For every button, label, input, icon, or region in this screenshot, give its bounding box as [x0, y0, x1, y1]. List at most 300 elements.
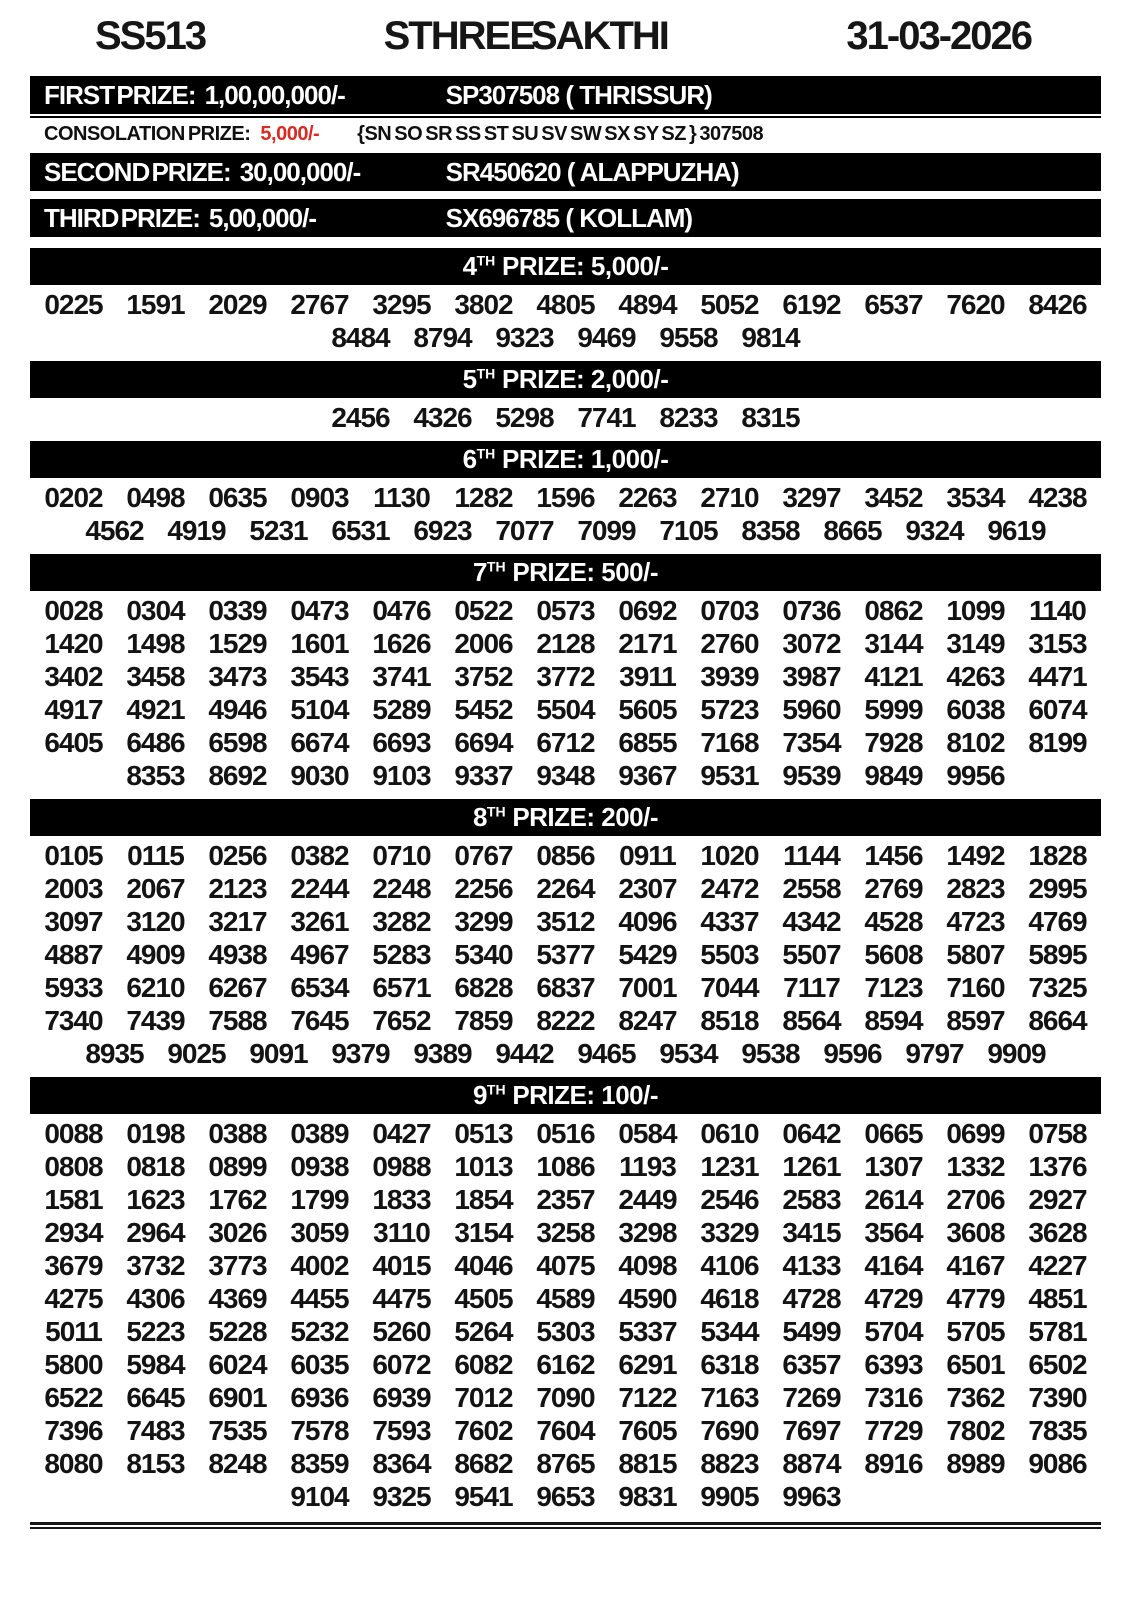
winning-number: 2710 — [700, 482, 759, 513]
winning-number: 5232 — [290, 1316, 349, 1347]
prize-ordinal-suffix: TH — [476, 445, 496, 462]
winning-number: 7090 — [536, 1382, 595, 1413]
winning-number: 2934 — [44, 1217, 103, 1248]
winning-number: 2248 — [372, 873, 431, 904]
winning-number: 4275 — [44, 1283, 103, 1314]
winning-number: 6712 — [536, 727, 595, 758]
winning-number: 2456 — [331, 402, 390, 433]
winning-number: 3217 — [208, 906, 267, 937]
winning-number: 9956 — [946, 760, 1005, 791]
winning-number: 9909 — [987, 1038, 1046, 1069]
winning-number: 5289 — [372, 694, 431, 725]
winning-number: 6571 — [372, 972, 431, 1003]
winning-number: 5704 — [864, 1316, 923, 1347]
winning-number: 8935 — [85, 1038, 144, 1069]
winning-number: 0703 — [700, 595, 759, 626]
spacer — [30, 191, 1101, 199]
winning-number: 5337 — [618, 1316, 677, 1347]
winning-number: 5344 — [700, 1316, 759, 1347]
winning-number: 0389 — [290, 1118, 349, 1149]
winning-number: 9389 — [413, 1038, 472, 1069]
winning-number: 5499 — [782, 1316, 841, 1347]
winning-number: 6318 — [700, 1349, 759, 1380]
prize-title-text: PRIZE: 200/- — [505, 802, 659, 832]
winning-number: 0938 — [290, 1151, 349, 1182]
winning-number: 9025 — [167, 1038, 226, 1069]
winning-number: 1456 — [864, 840, 923, 871]
winning-number: 8597 — [946, 1005, 1005, 1036]
winning-number: 4475 — [372, 1283, 431, 1314]
winning-number: 9465 — [577, 1038, 636, 1069]
winning-number: 1623 — [126, 1184, 185, 1215]
prize-ordinal: 5 — [462, 364, 477, 394]
winning-number: 6162 — [536, 1349, 595, 1380]
winning-number: 5723 — [700, 694, 759, 725]
winning-number: 6694 — [454, 727, 513, 758]
winning-number: 4729 — [864, 1283, 923, 1314]
winning-number: 2003 — [44, 873, 103, 904]
winning-number: 0382 — [290, 840, 349, 871]
winning-number: 0767 — [454, 840, 513, 871]
winning-number: 7802 — [946, 1415, 1005, 1446]
winning-number: 4921 — [126, 694, 185, 725]
winning-number: 1020 — [700, 840, 759, 871]
consolation-series-list: {SN SO SR SS ST SU SV SW SX SY SZ } 307508 — [357, 123, 764, 145]
winning-number: 2472 — [700, 873, 759, 904]
winning-number: 5999 — [864, 694, 923, 725]
winning-number: 6082 — [454, 1349, 513, 1380]
winning-number: 0610 — [700, 1118, 759, 1149]
winning-number: 4728 — [782, 1283, 841, 1314]
winning-number: 3608 — [946, 1217, 1005, 1248]
winning-number: 5303 — [536, 1316, 595, 1347]
winning-number: 9541 — [454, 1481, 513, 1512]
winning-number: 1498 — [126, 628, 185, 659]
prize-ordinal: 7 — [472, 557, 487, 587]
winning-ticket: SX696785 ( KOLLAM) — [445, 202, 693, 233]
winning-number: 2769 — [864, 873, 923, 904]
winning-number: 0256 — [208, 840, 267, 871]
winning-number: 3458 — [126, 661, 185, 692]
winning-number: 4342 — [782, 906, 841, 937]
winning-ticket: SP307508 ( THRISSUR) — [445, 79, 712, 110]
winning-number: 5507 — [782, 939, 841, 970]
winning-number: 5800 — [44, 1349, 103, 1380]
results-body — [30, 76, 1101, 1529]
winning-number: 1086 — [536, 1151, 595, 1182]
winning-number: 0202 — [44, 482, 103, 513]
winning-number: 2767 — [290, 289, 349, 320]
prize-section-6th — [30, 441, 1101, 549]
winning-number: 2546 — [700, 1184, 759, 1215]
winning-number: 4887 — [44, 939, 103, 970]
winning-number: 8989 — [946, 1448, 1005, 1479]
winning-number: 5705 — [946, 1316, 1005, 1347]
winning-number: 5264 — [454, 1316, 513, 1347]
winning-number: 4589 — [536, 1283, 595, 1314]
winning-number: 9442 — [495, 1038, 554, 1069]
winning-number: 7729 — [864, 1415, 923, 1446]
winning-number: 9797 — [905, 1038, 964, 1069]
winning-number: 7077 — [495, 515, 554, 546]
winning-number: 7483 — [126, 1415, 185, 1446]
winning-number: 7340 — [44, 1005, 103, 1036]
winning-number: 7117 — [783, 972, 840, 1003]
spacer — [30, 237, 1101, 243]
winning-number: 3110 — [373, 1217, 430, 1248]
winning-number: 7001 — [618, 972, 677, 1003]
winning-number: 6502 — [1028, 1349, 1087, 1380]
winning-number: 0808 — [44, 1151, 103, 1182]
winning-number: 7123 — [864, 972, 923, 1003]
winning-number: 4618 — [700, 1283, 759, 1314]
winning-number: 4909 — [126, 939, 185, 970]
winning-numbers-grid — [30, 593, 1101, 794]
winning-number: 8364 — [372, 1448, 431, 1479]
winning-number: 4337 — [700, 906, 759, 937]
winning-number: 2029 — [208, 289, 267, 320]
winning-number: 8682 — [454, 1448, 513, 1479]
winning-number: 8102 — [946, 727, 1005, 758]
winning-number: 8426 — [1028, 289, 1087, 320]
prize-amount: 30,00,000/- — [239, 156, 361, 187]
winning-number: 6531 — [331, 515, 390, 546]
winning-number: 3154 — [454, 1217, 513, 1248]
winning-number: 8916 — [864, 1448, 923, 1479]
winning-number: 3258 — [536, 1217, 595, 1248]
winning-number: 3802 — [454, 289, 513, 320]
winning-number: 7690 — [700, 1415, 759, 1446]
winning-number: 0388 — [208, 1118, 267, 1149]
winning-number: 4326 — [413, 402, 472, 433]
winning-number: 3987 — [782, 661, 841, 692]
winning-number: 6024 — [208, 1349, 267, 1380]
winning-number: 0635 — [208, 482, 267, 513]
winning-number: 3299 — [454, 906, 513, 937]
winning-number: 0225 — [44, 289, 103, 320]
winning-number: 4919 — [167, 515, 226, 546]
winning-numbers-grid — [30, 400, 1101, 436]
winning-number: 8248 — [208, 1448, 267, 1479]
second-prize-row — [30, 153, 1101, 191]
winning-number: 1833 — [372, 1184, 431, 1215]
winning-number: 5781 — [1028, 1316, 1087, 1347]
winning-number: 4471 — [1028, 661, 1087, 692]
winning-number: 1591 — [126, 289, 185, 320]
winning-number: 6192 — [782, 289, 841, 320]
winning-number: 3564 — [864, 1217, 923, 1248]
winning-number: 9538 — [741, 1038, 800, 1069]
winning-number: 5807 — [946, 939, 1005, 970]
winning-number: 3773 — [208, 1250, 267, 1281]
title-bar — [0, 0, 1131, 76]
winning-number: 7044 — [700, 972, 759, 1003]
winning-number: 5608 — [864, 939, 923, 970]
winning-ticket: SR450620 ( ALAPPUZHA) — [445, 156, 739, 187]
winning-number: 5283 — [372, 939, 431, 970]
winning-number: 7652 — [372, 1005, 431, 1036]
winning-number: 1140 — [1029, 595, 1086, 626]
winning-number: 4505 — [454, 1283, 513, 1314]
winning-number: 2558 — [782, 873, 841, 904]
winning-number: 3297 — [782, 482, 841, 513]
winning-number: 3329 — [700, 1217, 759, 1248]
winning-number: 1193 — [619, 1151, 676, 1182]
winning-number: 0692 — [618, 595, 677, 626]
prize-section-4th — [30, 248, 1101, 356]
prize-ordinal-suffix: TH — [476, 252, 496, 269]
winning-number: 4779 — [946, 1283, 1005, 1314]
winning-number: 6645 — [126, 1382, 185, 1413]
prize-ordinal-suffix: TH — [476, 365, 496, 382]
winning-number: 2927 — [1028, 1184, 1087, 1215]
winning-number: 4369 — [208, 1283, 267, 1314]
winning-number: 8518 — [700, 1005, 759, 1036]
winning-number: 6855 — [618, 727, 677, 758]
winning-number: 2244 — [290, 873, 349, 904]
winning-number: 5503 — [700, 939, 759, 970]
winning-number: 9337 — [454, 760, 513, 791]
winning-number: 6486 — [126, 727, 185, 758]
winning-number: 4455 — [290, 1283, 349, 1314]
winning-number: 3144 — [864, 628, 923, 659]
winning-number: 1144 — [783, 840, 840, 871]
winning-number: 8353 — [126, 760, 185, 791]
winning-number: 3911 — [619, 661, 676, 692]
winning-number: 8358 — [741, 515, 800, 546]
winning-number: 0427 — [372, 1118, 431, 1149]
winning-number: 7325 — [1028, 972, 1087, 1003]
winning-number: 0856 — [536, 840, 595, 871]
winning-number: 4805 — [536, 289, 595, 320]
winning-number: 9091 — [249, 1038, 308, 1069]
winning-number: 9963 — [782, 1481, 841, 1512]
prize-amount: 5,000/- — [260, 123, 320, 145]
winning-number: 3534 — [946, 482, 1005, 513]
winning-number: 7160 — [946, 972, 1005, 1003]
winning-number: 0473 — [290, 595, 349, 626]
winning-number: 4015 — [372, 1250, 431, 1281]
prize-section-title — [30, 1077, 1101, 1114]
draw-code: SS513 — [95, 14, 206, 58]
winning-number: 5377 — [536, 939, 595, 970]
winning-number: 5452 — [454, 694, 513, 725]
winning-number: 2614 — [864, 1184, 923, 1215]
winning-number: 9324 — [905, 515, 964, 546]
winning-number: 9831 — [618, 1481, 677, 1512]
winning-number: 6936 — [290, 1382, 349, 1413]
winning-number: 3939 — [700, 661, 759, 692]
winning-number: 5298 — [495, 402, 554, 433]
winning-number: 7316 — [864, 1382, 923, 1413]
prize-title-text: PRIZE: 100/- — [505, 1080, 659, 1110]
winning-number: 3097 — [44, 906, 103, 937]
winning-number: 2964 — [126, 1217, 185, 1248]
winning-number: 7012 — [454, 1382, 513, 1413]
prize-title-text: PRIZE: 5,000/- — [495, 251, 669, 281]
winning-number: 3679 — [44, 1250, 103, 1281]
winning-number: 7593 — [372, 1415, 431, 1446]
winning-number: 7099 — [577, 515, 636, 546]
winning-number: 7859 — [454, 1005, 513, 1036]
winning-number: 3282 — [372, 906, 431, 937]
winning-number: 8815 — [618, 1448, 677, 1479]
winning-number: 0498 — [126, 482, 185, 513]
winning-number: 3261 — [290, 906, 349, 937]
winning-number: 8199 — [1028, 727, 1087, 758]
winning-number: 7535 — [208, 1415, 267, 1446]
prize-sections — [30, 248, 1101, 1515]
winning-number: 4167 — [946, 1250, 1005, 1281]
winning-number: 8359 — [290, 1448, 349, 1479]
prize-section-5th — [30, 361, 1101, 436]
winning-number: 1601 — [290, 628, 349, 659]
winning-number: 8564 — [782, 1005, 841, 1036]
winning-number: 6267 — [208, 972, 267, 1003]
winning-number: 0339 — [208, 595, 267, 626]
winning-number: 8222 — [536, 1005, 595, 1036]
prize-ordinal: 6 — [462, 444, 477, 474]
winning-number: 0642 — [782, 1118, 841, 1149]
winning-number: 2264 — [536, 873, 595, 904]
winning-number: 0115 — [127, 840, 184, 871]
winning-number: 4075 — [536, 1250, 595, 1281]
winning-number: 9558 — [659, 322, 718, 353]
winning-number: 9104 — [290, 1481, 349, 1512]
winning-number: 0699 — [946, 1118, 1005, 1149]
winning-number: 3772 — [536, 661, 595, 692]
winning-number: 3402 — [44, 661, 103, 692]
winning-number: 3120 — [126, 906, 185, 937]
prize-section-8th — [30, 799, 1101, 1072]
winning-number: 4096 — [618, 906, 677, 937]
winning-number: 4562 — [85, 515, 144, 546]
winning-number: 1854 — [454, 1184, 513, 1215]
bottom-divider — [30, 1522, 1101, 1529]
winning-numbers-grid — [30, 287, 1101, 356]
winning-number: 0304 — [126, 595, 185, 626]
winning-number: 4851 — [1028, 1283, 1087, 1314]
prize-label: FIRST PRIZE: — [44, 79, 196, 110]
winning-number: 1099 — [946, 595, 1005, 626]
prize-title-text: PRIZE: 1,000/- — [495, 444, 669, 474]
winning-number: 6035 — [290, 1349, 349, 1380]
winning-number: 5960 — [782, 694, 841, 725]
winning-number: 9086 — [1028, 1448, 1087, 1479]
winning-number: 9596 — [823, 1038, 882, 1069]
second-prize-left — [44, 157, 446, 188]
winning-number: 4106 — [700, 1250, 759, 1281]
winning-number: 7928 — [864, 727, 923, 758]
winning-number: 5605 — [618, 694, 677, 725]
winning-number: 7602 — [454, 1415, 513, 1446]
winning-number: 8692 — [208, 760, 267, 791]
winning-number: 3628 — [1028, 1217, 1087, 1248]
winning-number: 8153 — [126, 1448, 185, 1479]
winning-number: 8594 — [864, 1005, 923, 1036]
winning-number: 0028 — [44, 595, 103, 626]
winning-number: 6393 — [864, 1349, 923, 1380]
winning-number: 0584 — [618, 1118, 677, 1149]
winning-number: 4263 — [946, 661, 1005, 692]
winning-number: 5984 — [126, 1349, 185, 1380]
winning-number: 6923 — [413, 515, 472, 546]
winning-number: 6357 — [782, 1349, 841, 1380]
first-prize-row — [30, 76, 1101, 114]
winning-number: 3295 — [372, 289, 431, 320]
winning-number: 1282 — [454, 482, 513, 513]
lottery-name: STHREE SAKTHI — [383, 14, 668, 58]
prize-section-9th — [30, 1077, 1101, 1515]
winning-number: 1492 — [946, 840, 1005, 871]
winning-number: 6598 — [208, 727, 267, 758]
winning-number: 5052 — [700, 289, 759, 320]
winning-number: 0522 — [454, 595, 513, 626]
winning-number: 4046 — [454, 1250, 513, 1281]
winning-number: 2067 — [126, 873, 185, 904]
winning-number: 7105 — [659, 515, 718, 546]
winning-number: 5104 — [290, 694, 349, 725]
winning-number: 2449 — [618, 1184, 677, 1215]
winning-number: 6901 — [208, 1382, 267, 1413]
first-prize-left — [44, 80, 446, 111]
winning-number: 0899 — [208, 1151, 267, 1182]
winning-number: 0573 — [536, 595, 595, 626]
prize-label: SECOND PRIZE: — [44, 156, 231, 187]
winning-number: 0710 — [372, 840, 431, 871]
winning-number: 5260 — [372, 1316, 431, 1347]
prize-label: CONSOLATION PRIZE: — [44, 123, 251, 145]
winning-number: 2128 — [536, 628, 595, 659]
prize-section-title — [30, 361, 1101, 398]
winning-number: 1420 — [44, 628, 103, 659]
winning-number: 5223 — [126, 1316, 185, 1347]
winning-number: 4306 — [126, 1283, 185, 1314]
winning-number: 3732 — [126, 1250, 185, 1281]
prize-amount: 1,00,00,000/- — [204, 79, 345, 110]
winning-number: 7741 — [577, 402, 636, 433]
winning-number: 4946 — [208, 694, 267, 725]
winning-number: 7122 — [618, 1382, 677, 1413]
winning-number: 4938 — [208, 939, 267, 970]
winning-number: 2760 — [700, 628, 759, 659]
winning-number: 2706 — [946, 1184, 1005, 1215]
winning-number: 0088 — [44, 1118, 103, 1149]
winning-number: 5228 — [208, 1316, 267, 1347]
winning-number: 6837 — [536, 972, 595, 1003]
winning-number: 7396 — [44, 1415, 103, 1446]
winning-number: 3153 — [1028, 628, 1087, 659]
winning-number: 2823 — [946, 873, 1005, 904]
winning-number: 5011 — [45, 1316, 102, 1347]
winning-number: 6939 — [372, 1382, 431, 1413]
winning-number: 0665 — [864, 1118, 923, 1149]
winning-number: 2171 — [618, 628, 677, 659]
winning-number: 0105 — [44, 840, 103, 871]
winning-number: 0476 — [372, 595, 431, 626]
winning-number: 3072 — [782, 628, 841, 659]
winning-number: 3059 — [290, 1217, 349, 1248]
winning-number: 9531 — [700, 760, 759, 791]
third-prize-left — [44, 203, 446, 234]
winning-number: 8823 — [700, 1448, 759, 1479]
winning-number: 1529 — [208, 628, 267, 659]
winning-number: 4098 — [618, 1250, 677, 1281]
consolation-prize-row — [30, 116, 1101, 151]
winning-number: 7604 — [536, 1415, 595, 1446]
winning-number: 9619 — [987, 515, 1046, 546]
winning-number: 6038 — [946, 694, 1005, 725]
